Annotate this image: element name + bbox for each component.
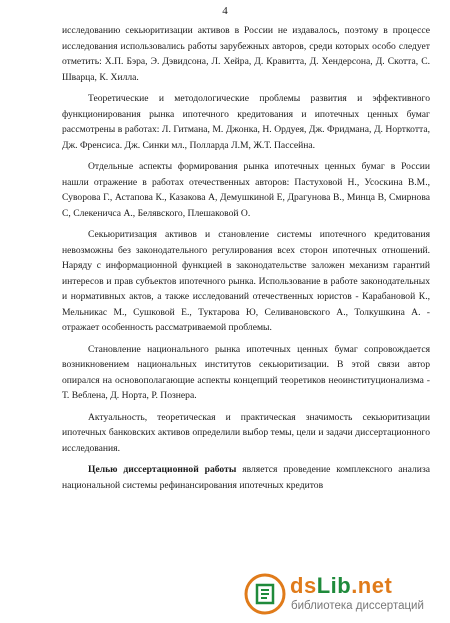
paragraph-1: исследованию секьюритизации активов в России не издавалось, поэтому в процессе исследования использовались работы зарубежных авторов, среди которых особо следует отметить: Х.П. Бэра, Э. Дэвидсона, Л. Хейра, Д. Кравитта, Д. Хендерсона, Д. Скотта, С. Шварца, К. Хилла.: [62, 25, 430, 83]
dslib-watermark[interactable]: [242, 573, 438, 617]
brand-net: .net: [351, 573, 393, 598]
paragraph-6: Актуальность, теоретическая и практическая значимость секьюритизации ипотечных банковских активов определили выбор темы, цели и задачи диссертационного исследования.: [62, 411, 430, 454]
page-number: 4: [222, 5, 228, 17]
paragraph-7-text: является проведение комплексного анализа национальной системы рефинансирования ипотечных кредитов: [62, 464, 430, 491]
brand-ds: ds: [290, 573, 317, 598]
brand-lib: Lib: [316, 573, 352, 598]
paragraph-7-bold-lead: Целью диссертационной работы: [88, 464, 237, 475]
paragraph-3: Отдельные аспекты формирования рынка ипотечных ценных бумаг в России нашли отражение в работах отечественных авторов: Пастуховой Н., Усоскина В.М., Суворова Г., Астапова К., Казакова А, Демушкиной Е, Драгунова В., Минца В, Смирнова С, Слекеничса А., Белявского, Плешаковой О.: [62, 161, 430, 219]
document-body: [62, 23, 430, 493]
dslib-logo-icon: [244, 573, 286, 615]
paragraph-4: Секьюритизация активов и становление системы ипотечного кредитования невозможны без законодательного регулирования всех сторон ипотечных отношений. Наряду с информационной функцией в законодательстве заложен механизм гарантий интересов и прав субъектов ипотечного рынка. Использование в работе законодательных и нормативных актов, а также исследований отечественных юристов - Карабановой К., Мельникас М., Сушковой Е., Туктарова Ю, Селивановского А., Толкушкина А. - отражает особенность рассматриваемой проблемы.: [62, 229, 430, 333]
dslib-tagline: библиотека диссертаций: [291, 600, 424, 612]
paragraph-7: [62, 462, 430, 493]
paragraph-2: Теоретические и методологические проблемы развития и эффективного функционирования рынка ипотечного кредитования и ипотечных ценных бумаг рассмотрены в работах: Л. Гитмана, М. Джонка, Н. Ордуея, Дж. Фридмана, Д. Норткотта, Дж. Френсиса. Дж. Синки мл., Полларда Л.М, Ж.Т. Пассейна.: [62, 93, 430, 151]
dslib-brand: [290, 573, 392, 599]
paragraph-5: Становление национального рынка ипотечных ценных бумаг сопровождается возникновением национальных институтов секьюритизации. В этой связи автор опирался на основополагающие аспекты концепций теоретиков неоинституционализма - Т. Веблена, Д. Норта, Р. Познера.: [62, 343, 430, 401]
